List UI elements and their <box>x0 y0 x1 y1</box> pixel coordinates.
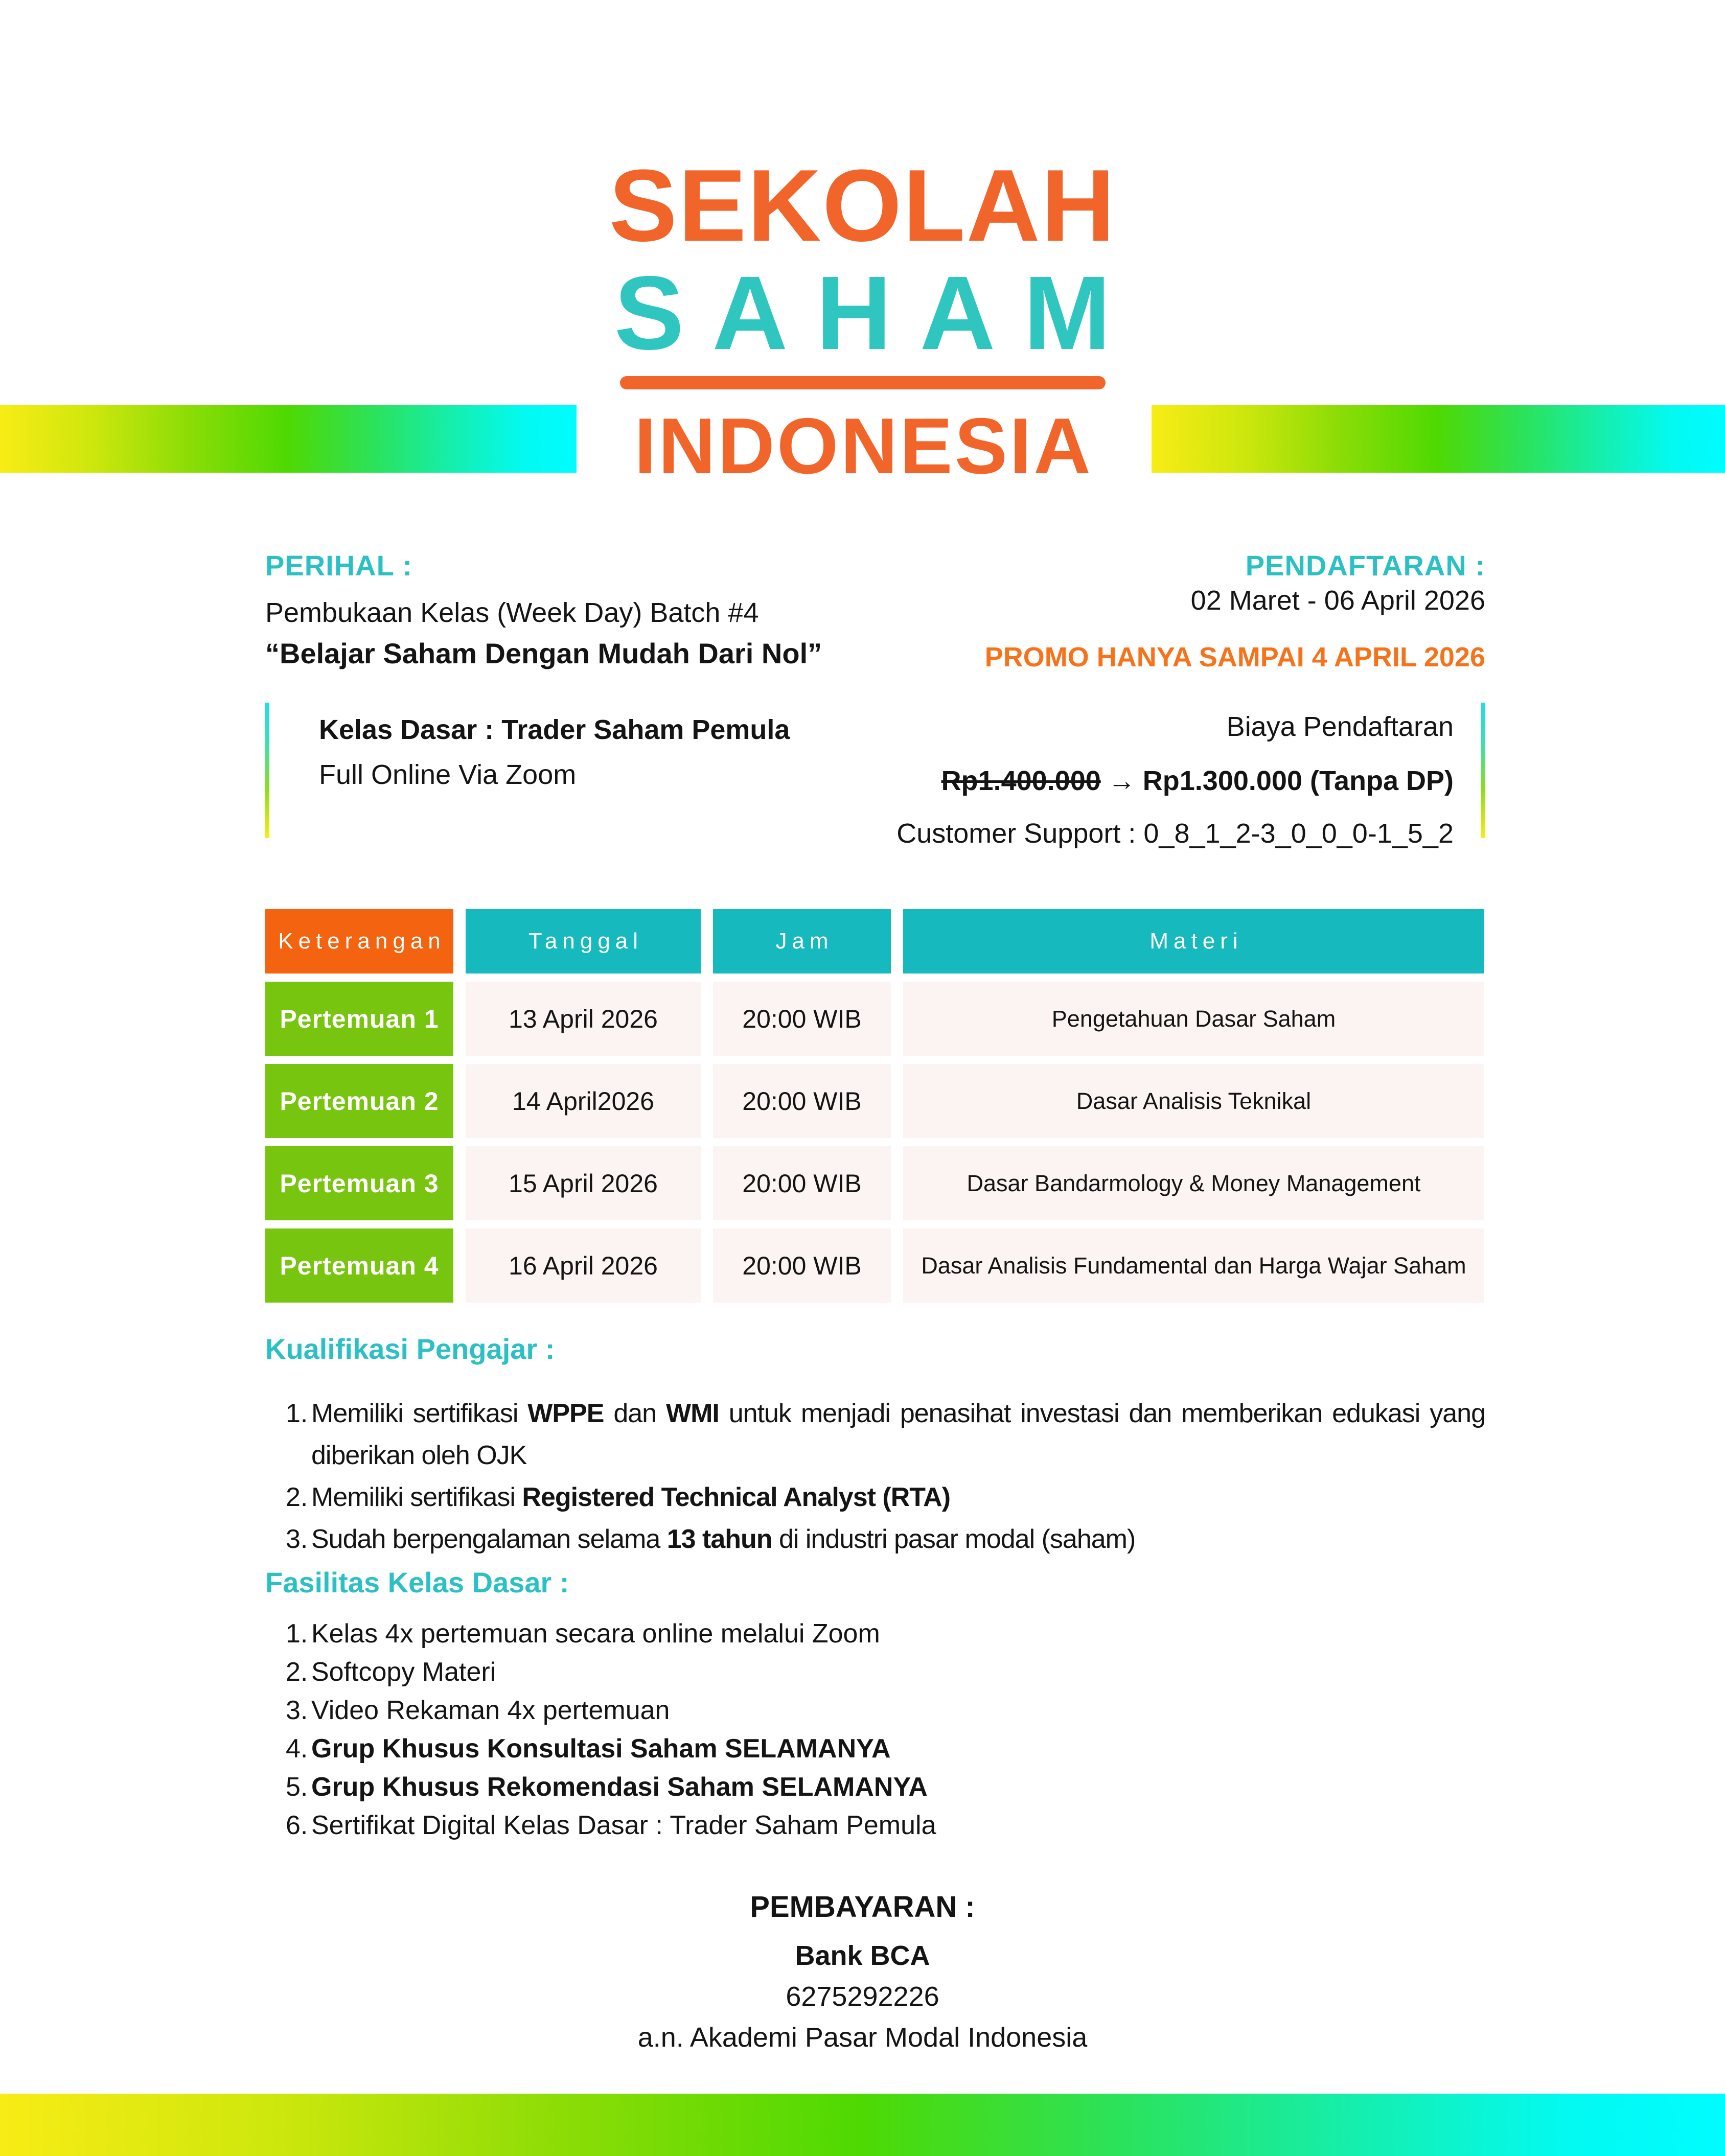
pembayaran-section <box>0 1888 1725 2058</box>
pendaftaran-heading: PENDAFTARAN : <box>1245 549 1485 582</box>
list-item <box>286 1393 1485 1476</box>
perihal-subject: Pembukaan Kelas (Week Day) Batch #4 <box>265 597 759 628</box>
pendaftaran-period: 02 Maret - 06 April 2026 <box>1190 585 1485 616</box>
account-holder: a.n. Akademi Pasar Modal Indonesia <box>637 2022 1088 2053</box>
logo-text-saham: SAHAM <box>614 254 1139 372</box>
price-arrow: → <box>1108 766 1136 796</box>
kelas-mode: Full Online Via Zoom <box>319 759 577 790</box>
item-number: 2. <box>286 1657 308 1687</box>
item-text: Sudah berpengalaman selama 13 tahun di industri pasar modal (saham) <box>311 1524 1136 1554</box>
time-cell: 20:00 WIB <box>713 1228 891 1303</box>
topic-cell: Dasar Analisis Fundamental dan Harga Wajar Saham <box>903 1228 1484 1303</box>
gradient-bar-right <box>1152 405 1725 473</box>
item-number: 6. <box>286 1811 308 1840</box>
schedule-table <box>265 909 1485 1303</box>
kelas-info-box <box>265 703 853 838</box>
item-number: 5. <box>286 1772 308 1802</box>
kelas-accent-line <box>265 703 269 838</box>
date-cell: 13 April 2026 <box>466 982 701 1056</box>
list-item <box>286 1768 1485 1806</box>
time-cell: 20:00 WIB <box>713 982 891 1056</box>
item-text: Sertifikat Digital Kelas Dasar : Trader Saham Pemula <box>311 1811 936 1840</box>
list-item <box>286 1730 1485 1768</box>
meeting-label: Pertemuan 2 <box>265 1064 453 1138</box>
logo-divider <box>620 376 1106 389</box>
schedule-header-cell: Materi <box>903 909 1484 973</box>
meeting-label: Pertemuan 1 <box>265 982 453 1056</box>
list-item <box>286 1691 1485 1730</box>
meeting-label: Pertemuan 3 <box>265 1146 453 1220</box>
biaya-label: Biaya Pendaftaran <box>1226 711 1454 742</box>
logo-text-sekolah: SEKOLAH <box>609 149 1116 263</box>
bank-name: Bank BCA <box>795 1940 930 1971</box>
item-text: Memiliki sertifikasi WPPE dan WMI untuk menjadi penasihat investasi dan memberikan edukasi yang diberikan oleh OJK <box>311 1399 1486 1470</box>
date-cell: 14 April2026 <box>466 1064 701 1138</box>
item-text: Video Rekaman 4x pertemuan <box>311 1696 670 1725</box>
schedule-header-cell: Tanggal <box>466 909 701 973</box>
info-row <box>265 549 1485 674</box>
schedule-header-cell: Jam <box>713 909 891 973</box>
biaya-box <box>872 703 1485 849</box>
topic-cell: Dasar Bandarmology & Money Management <box>903 1146 1484 1220</box>
list-item <box>286 1615 1485 1653</box>
price-line <box>872 764 1454 797</box>
schedule-header-cell: Keterangan <box>265 909 453 973</box>
footer-gradient-bar <box>0 2094 1725 2156</box>
meeting-label: Pertemuan 4 <box>265 1228 453 1303</box>
list-item <box>286 1476 1485 1518</box>
item-number: 2. <box>286 1482 308 1512</box>
item-text: Softcopy Materi <box>311 1657 496 1687</box>
list-item <box>286 1518 1485 1560</box>
perihal-quote: “Belajar Saham Dengan Mudah Dari Nol” <box>265 637 822 669</box>
item-number: 1. <box>286 1619 308 1649</box>
time-cell: 20:00 WIB <box>713 1146 891 1220</box>
date-cell: 16 April 2026 <box>466 1228 701 1303</box>
item-text: Kelas 4x pertemuan secara online melalui Zoom <box>311 1619 880 1649</box>
new-price: Rp1.300.000 (Tanpa DP) <box>1142 766 1454 796</box>
biaya-accent-line <box>1481 703 1485 838</box>
kualifikasi-section <box>265 1331 1485 1560</box>
pendaftaran-section <box>984 549 1485 674</box>
list-item <box>286 1653 1485 1691</box>
perihal-heading: PERIHAL : <box>265 549 412 582</box>
item-text: Grup Khusus Rekomendasi Saham SELAMANYA <box>311 1772 928 1802</box>
item-number: 3. <box>286 1524 308 1554</box>
account-number: 6275292226 <box>786 1981 939 2012</box>
perihal-section <box>265 549 981 674</box>
logo-text-indonesia: INDONESIA <box>634 402 1093 490</box>
kualifikasi-list <box>265 1393 1485 1560</box>
detail-row <box>265 703 1485 849</box>
kelas-title: Kelas Dasar : Trader Saham Pemula <box>319 714 790 745</box>
item-number: 3. <box>286 1696 308 1725</box>
topic-cell: Dasar Analisis Teknikal <box>903 1064 1484 1138</box>
item-text: Grup Khusus Konsultasi Saham SELAMANYA <box>311 1734 891 1764</box>
list-item <box>286 1806 1485 1845</box>
item-text: Memiliki sertifikasi Registered Technical Analyst (RTA) <box>311 1482 951 1512</box>
time-cell: 20:00 WIB <box>713 1064 891 1138</box>
pembayaran-heading: PEMBAYARAN : <box>750 1890 975 1923</box>
old-price: Rp1.400.000 <box>941 766 1101 796</box>
fasilitas-list <box>265 1615 1485 1845</box>
promo-text: PROMO HANYA SAMPAI 4 APRIL 2026 <box>984 642 1485 673</box>
item-number: 4. <box>286 1734 308 1764</box>
kualifikasi-heading: Kualifikasi Pengajar : <box>265 1333 555 1365</box>
customer-support: Customer Support : 0_8_1_2-3_0_0_0-1_5_2 <box>896 818 1454 849</box>
gradient-bar-left <box>0 405 577 473</box>
date-cell: 15 April 2026 <box>466 1146 701 1220</box>
item-number: 1. <box>286 1399 308 1428</box>
topic-cell: Pengetahuan Dasar Saham <box>903 982 1484 1056</box>
fasilitas-heading: Fasilitas Kelas Dasar : <box>265 1566 569 1598</box>
fasilitas-section <box>265 1565 1485 1845</box>
